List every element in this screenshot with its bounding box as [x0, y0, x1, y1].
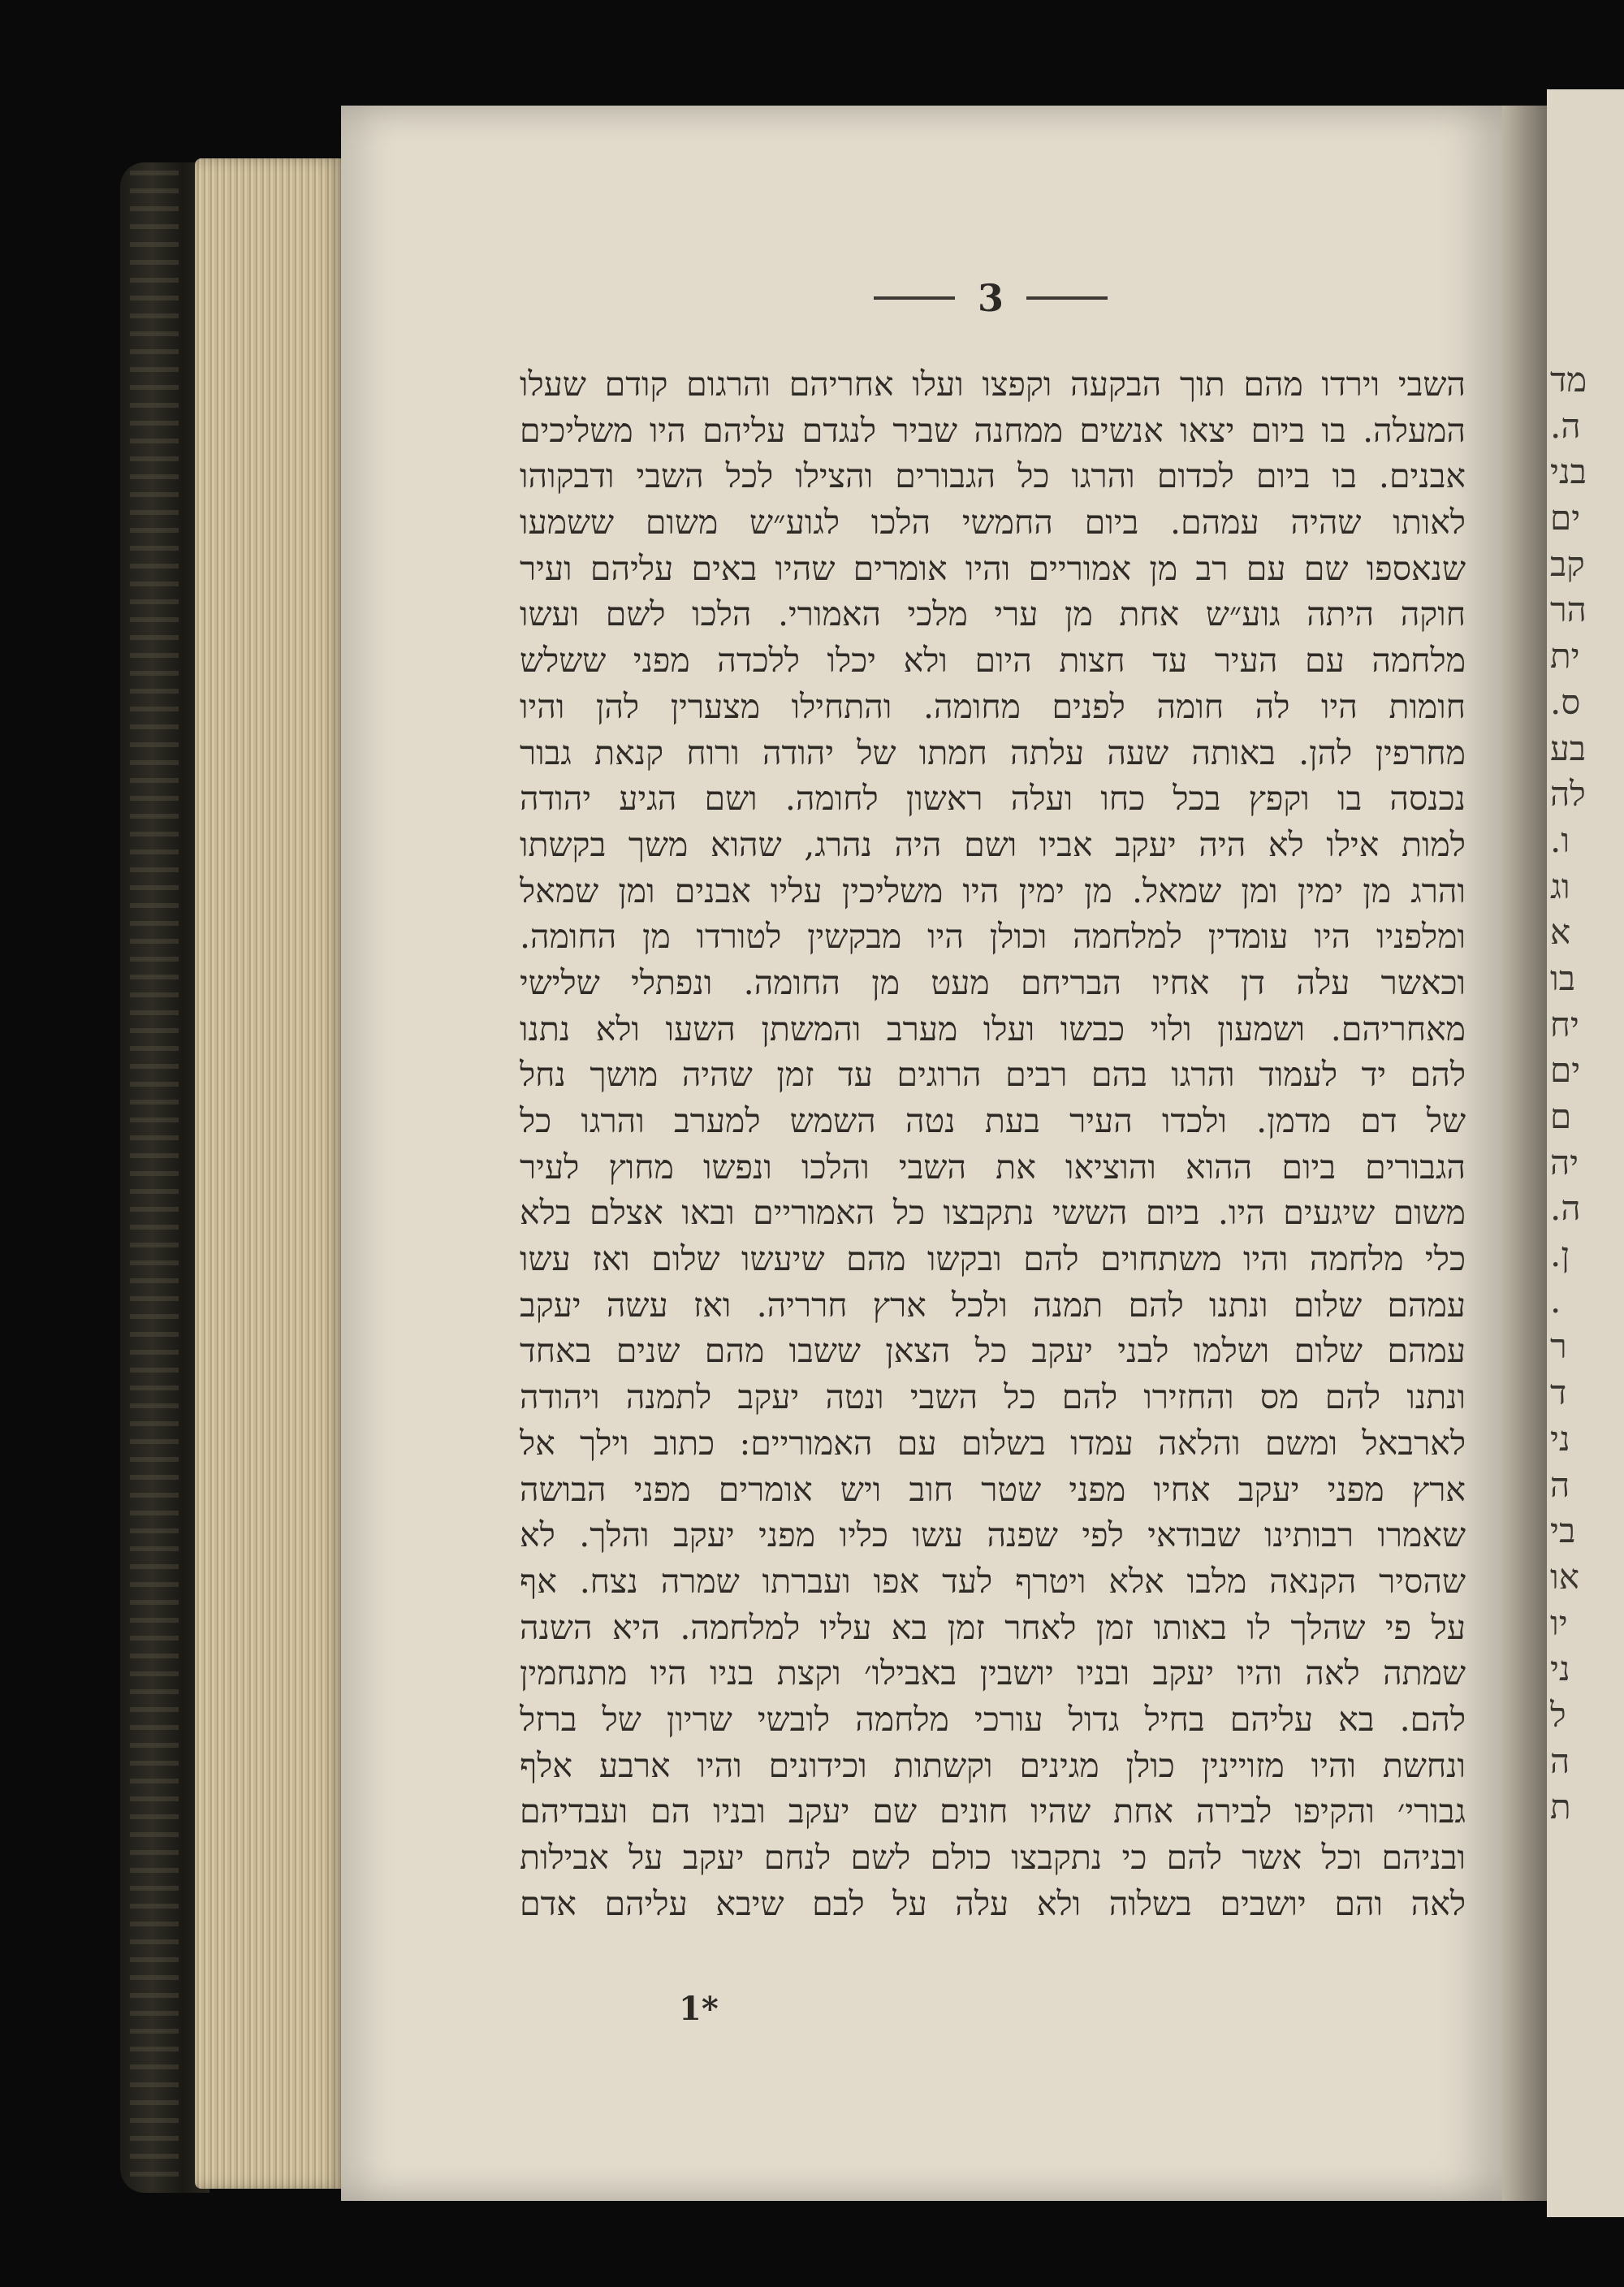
text-line: לארבאל ומשם והלאה עמדו בשלום עם האמוריים: כתוב וילך אל: [520, 1423, 1466, 1463]
text-line: לאותו שהיה עמהם. ביום החמשי הלכו לגוע״ש משום ששמעו: [520, 503, 1466, 543]
text-line: ובניהם וכל אשר להם כי נתקבצו כולם לשם לנחם יעקב על אבילות: [520, 1838, 1466, 1877]
facing-text-fragment: ני: [1550, 1649, 1570, 1689]
facing-text-fragment: ן.: [1550, 1234, 1570, 1275]
facing-text-fragment: או: [1550, 1556, 1579, 1597]
facing-text-fragment: .: [1550, 1280, 1561, 1321]
text-line: עמהם שלום ונתנו להם תמנה ולכל ארץ חרריה. ואז עשה יעקב: [520, 1285, 1466, 1325]
book-gutter: [1502, 106, 1551, 2201]
facing-text-fragment: ה: [1550, 1740, 1570, 1781]
facing-text-fragment: ד: [1550, 1373, 1567, 1413]
page-header: [861, 270, 1121, 326]
text-line: מאחריהם. ושמעון ולוי כבשו ועלו מערב והמשתן השעו ולא נתנו: [520, 1009, 1466, 1048]
text-line: וכאשר עלה דן אחיו הבריחם מעט מן החומה. ונפתלי שלישי: [520, 962, 1466, 1002]
text-line: ונחשת והיו מזויינין כולן מגינים וקשתות וכידונים והיו ארבע אלף: [520, 1745, 1466, 1785]
facing-text-fragment: הר: [1550, 590, 1587, 630]
text-line: גבורי׳ והקיפו לבירה אחת שהיו חונים שם יעקב ובניו הם ועבדיהם: [520, 1792, 1466, 1831]
facing-text-fragment: ה.: [1550, 405, 1581, 446]
facing-text-fragment: ם: [1550, 1096, 1572, 1136]
text-line: המעלה. בו ביום יצאו אנשים ממחנה שביר לנגדם עליהם היו משליכים: [520, 410, 1466, 450]
text-line: על פי שהלך לו באותו זמן לאחר זמן בא עליו למלחמה. היא השנה: [520, 1607, 1466, 1647]
text-line: הגבורים ביום ההוא והוציאו את השבי והלכו ונפשו מחוץ לעיר: [520, 1147, 1466, 1187]
page-edges: [195, 158, 345, 2189]
text-line: חוקה היתה גוע״ש אחת מן ערי מלכי האמורי. הלכו לשם ועשו: [520, 594, 1466, 634]
facing-text-fragment: ית: [1550, 636, 1580, 677]
text-line: עמהם שלום ושלמו לבני יעקב כל הצאן ששבו מהם שנים באחד: [520, 1331, 1466, 1371]
text-line: שנאספו שם עם רב מן אמוריים והיו אומרים שהיו באים עליהם ועיר: [520, 548, 1466, 588]
facing-page-fragment: [1547, 89, 1624, 2217]
facing-text-fragment: ס.: [1550, 681, 1581, 722]
text-line: שאמרו רבותינו שבודאי לפי שפנה עשו כליו מפני יעקב והלך. לא: [520, 1515, 1466, 1555]
facing-text-fragment: יו: [1550, 1602, 1568, 1643]
header-rule-right: [1026, 296, 1108, 300]
text-line: למות אילו לא היה יעקב אביו ושם היה נהרג, שהוא משך בקשתו: [520, 824, 1466, 864]
text-line: שמתה לאה והיו יעקב ובניו יושבין באבילו׳ וקצת בניו היו מתנחמין: [520, 1654, 1466, 1693]
facing-text-fragment: ה: [1550, 1464, 1570, 1505]
facing-text-fragment: ה.: [1550, 1188, 1581, 1229]
text-line: חומות היו לה חומה לפנים מחומה. והתחילו מצערין להן והיו: [520, 686, 1466, 726]
facing-text-fragment: וג: [1550, 866, 1570, 906]
facing-text-fragment: בע: [1550, 728, 1587, 768]
text-line: והרג מן ימין ומן שמאל. מן ימין היו משליכין עליו אבנים ומן שמאל: [520, 871, 1466, 910]
facing-text-fragment: ו.: [1550, 819, 1570, 860]
printer-signature-mark: 1*: [679, 1990, 719, 2028]
text-line: ומלפניו היו עומדין למלחמה וכולן היו מבקשין לטורדו מן החומה.: [520, 917, 1466, 957]
facing-text-fragment: ר: [1550, 1326, 1567, 1367]
text-line: ארץ מפני יעקב אחיו מפני שטר חוב ויש אומרים מפני הבושה: [520, 1469, 1466, 1509]
text-line: השבי וירדו מהם תוך הבקעה וקפצו ועלו אחריהם והרגום קודם שעלו: [520, 365, 1466, 404]
text-line: אבנים. בו ביום לכדום והרגו כל הגבורים והצילו לכל השבי ודבקוהו: [520, 456, 1466, 496]
facing-text-fragment: בי: [1550, 1511, 1576, 1551]
facing-text-fragment: יה: [1550, 1142, 1579, 1182]
page-body-text: [520, 361, 1466, 1926]
facing-text-fragment: בני: [1550, 452, 1587, 492]
facing-text-fragment: קב: [1550, 543, 1585, 584]
facing-text-fragment: ני: [1550, 1418, 1570, 1459]
text-line: לאה והם יושבים בשלוה ולא עלה על לבם שיבא עליהם אדם: [520, 1883, 1466, 1923]
facing-text-fragment: א: [1550, 912, 1571, 953]
spine-texture: [130, 171, 179, 2185]
text-line: נכנסה בו וקפץ בכל כחו ועלה ראשון לחומה. ושם הגיע יהודה: [520, 779, 1466, 819]
facing-page-text: [1547, 89, 1624, 1831]
facing-text-fragment: ים: [1550, 498, 1581, 538]
facing-text-fragment: ים: [1550, 1050, 1581, 1091]
facing-text-fragment: מד: [1550, 360, 1587, 400]
text-line: להם. בא עליהם בחיל גדול עורכי מלחמה לובשי שריון של ברזל: [520, 1699, 1466, 1739]
facing-text-fragment: יח: [1550, 1004, 1579, 1044]
text-line: מלחמה עם העיר עד חצות היום ולא יכלו ללכדה מפני ששלש: [520, 641, 1466, 681]
facing-text-fragment: ת: [1550, 1787, 1571, 1827]
text-line: כלי מלחמה והיו משתחוים להם ובקשו מהם שיעשו שלום ואז עשו: [520, 1239, 1466, 1279]
text-line: ונתנו להם מס והחזירו להם כל השבי ונטה יעקב לתמנה ויהודה: [520, 1377, 1466, 1417]
text-line: מחרפין להן. באותה שעה עלתה חמתו של יהודה ורוח קנאת גבור: [520, 733, 1466, 772]
header-rule-left: [874, 296, 955, 300]
facing-text-fragment: בו: [1550, 958, 1575, 998]
facing-text-fragment: ל: [1550, 1694, 1566, 1735]
text-line: להם יד לעמוד והרגו בהם רבים הרוגים עד זמן שהיה מושך נחל: [520, 1055, 1466, 1095]
text-line: של דם מדמן. ולכדו העיר בעת נטה השמש למערב והרגו כל: [520, 1101, 1466, 1140]
text-line: משום שיגעים היו. ביום הששי נתקבצו כל האמוריים ובאו אצלם בלא: [520, 1193, 1466, 1233]
text-line: שהסיר הקנאה מלבו אלא ויטרף לעד אפו ועברתו שמרה נצח. אף: [520, 1561, 1466, 1601]
facing-text-fragment: לה: [1550, 774, 1586, 815]
page-number: 3: [977, 276, 1004, 320]
